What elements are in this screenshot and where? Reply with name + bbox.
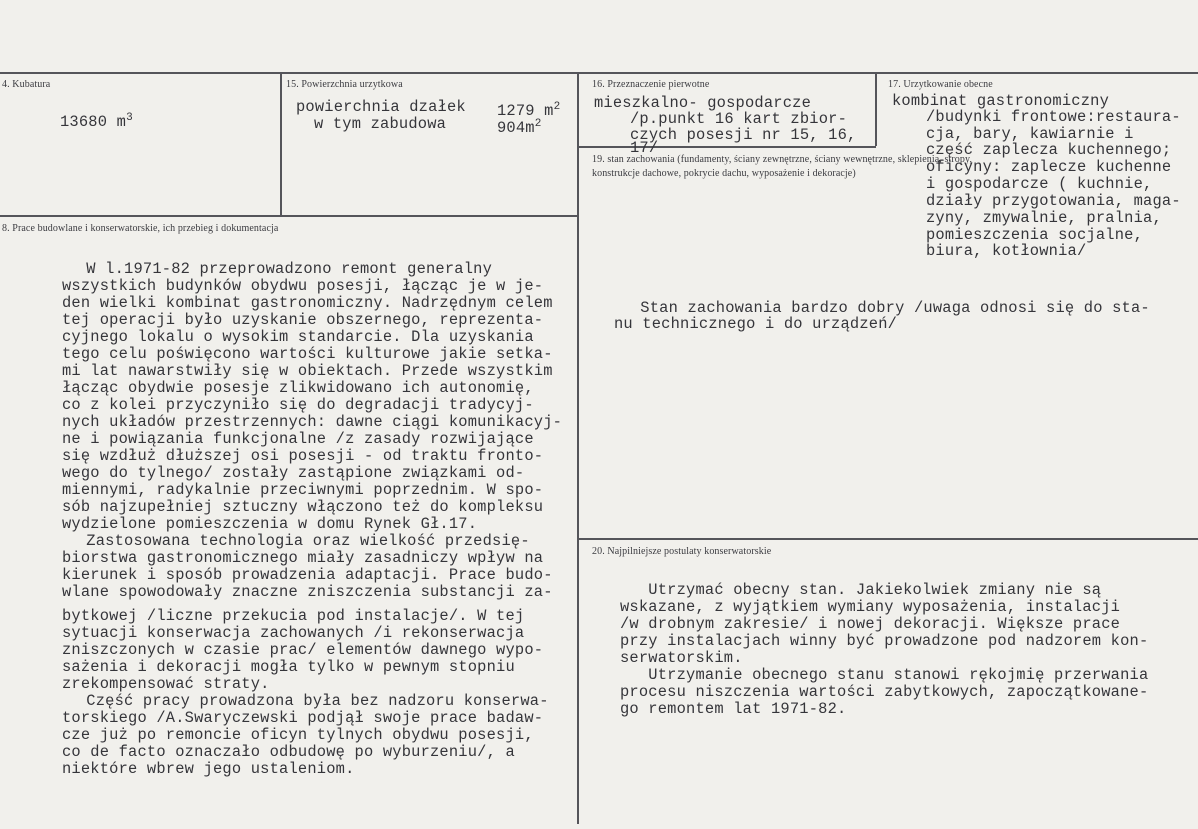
uzytkowanie-line: oficyny: zaplecze kuchenne bbox=[926, 158, 1172, 176]
stan-zachowania-line: Stan zachowania bardzo dobry /uwaga odnosi się do sta- bbox=[612, 299, 1150, 317]
powierzchnia-line2: w tym zabudowa bbox=[314, 115, 447, 133]
row1-bottom-rule bbox=[0, 215, 578, 217]
uzytkowanie-line: biura, kotłownia/ bbox=[926, 242, 1087, 260]
prace-line: bytkowej /liczne przekucia pod instalacje/. W tej bbox=[62, 607, 525, 625]
prace-line: cze już po remoncie oficyn tylnych obydwu posesji, bbox=[62, 726, 534, 744]
powierzchnia-line1: powierchnia dzałek bbox=[296, 98, 466, 116]
prace-line: zniszczonych w czasie prac/ elementów dawnego wypo- bbox=[62, 641, 544, 659]
postulaty-line: procesu niszczenia wartości zabytkowych, zapoczątkowane- bbox=[620, 683, 1149, 701]
postulaty-line: przy instalacjach winny być prowadzone pod nadzorem kon- bbox=[620, 632, 1149, 650]
powierzchnia-line2-value: $904m^2$ bbox=[497, 118, 542, 138]
prace-line: wlane spowodowały znaczne zniszczenia substancji za- bbox=[62, 583, 553, 601]
uzytkowanie-label: 17. Urzytkowanie obecne bbox=[888, 79, 993, 90]
powierzchnia-label: 15. Powierzchnia urzytkowa bbox=[286, 79, 403, 90]
prace-line: biorstwa gastronomicznego miały zasadniczy wpływ na bbox=[62, 549, 544, 567]
uzytkowanie-line: kombinat gastronomiczny bbox=[892, 92, 1110, 110]
prace-line: torskiego /A.Swaryczewski podjął swoje prace badaw- bbox=[62, 709, 544, 727]
uzytkowanie-line: /budynki frontowe:restaura- bbox=[926, 108, 1181, 126]
prace-line: sytuacji konserwacja zachowanych /i rekonserwacja bbox=[62, 624, 525, 642]
uzytkowanie-line: działy przygotowania, maga- bbox=[926, 192, 1181, 210]
prace-line: sób najzupełniej sztuczny włączono też do kompleksu bbox=[62, 498, 544, 516]
przeznaczenie-line: mieszkalno- gospodarcze bbox=[594, 94, 812, 112]
prace-line: miennymi, radykalnie przeciwnymi poprzednim. W spo- bbox=[62, 481, 544, 499]
prace-line: co z kolei przyczyniło się do degradacji tradycyj- bbox=[62, 396, 534, 414]
postulaty-line: serwatorskim. bbox=[620, 649, 743, 667]
prace-line: co de facto oznaczało odbudowę po wyburzeniu/, a bbox=[62, 743, 515, 761]
uzytkowanie-line: pomieszczenia socjalne, bbox=[926, 226, 1144, 244]
prace-line: kierunek i sposób prowadzenia adaptacji. Prace budo- bbox=[62, 566, 553, 584]
prace-line: łącząc obydwie posesje zlikwidowano ich autonomię, bbox=[62, 379, 534, 397]
postulaty-line: /w drobnym zakresie/ i nowej dekoracji. Większe prace bbox=[620, 615, 1121, 633]
przeznaczenie-label: 16. Przeznaczenie pierwotne bbox=[592, 79, 710, 90]
divider-14-15 bbox=[280, 72, 282, 215]
postulaty-label: 20. Najpilniejsze postulaty konserwatorskie bbox=[592, 546, 772, 557]
divider-main bbox=[577, 72, 579, 824]
stan-zachowania-label-cont: konstrukcje dachowe, pokrycie dachu, wyposażenie i dekoracje) bbox=[592, 168, 856, 179]
prace-line: niektóre wbrew jego ustaleniom. bbox=[62, 760, 355, 778]
przeznaczenie-line: /p.punkt 16 kart zbior- bbox=[630, 110, 848, 128]
kubatura-value: 13680 $m^3$ bbox=[60, 112, 133, 132]
przeznaczenie-line: czych posesji nr 15, 16, bbox=[630, 126, 857, 144]
uzytkowanie-line: zyny, zmywalnie, pralnia, bbox=[926, 209, 1162, 227]
prace-budowlane-label: 8. Prace budowlane i konserwatorskie, ich przebieg i dokumentacja bbox=[2, 223, 279, 234]
prace-line: wydzielone pomieszczenia w domu Rynek Gł.17. bbox=[62, 515, 478, 533]
postulaty-line: Utrzymanie obecnego stanu stanowi rękojmię przerwania bbox=[620, 666, 1149, 684]
stan-zachowania-line: nu technicznego i do urządzeń/ bbox=[614, 315, 898, 333]
uzytkowanie-line: cja, bary, kawiarnie i bbox=[926, 125, 1134, 143]
top-rule bbox=[0, 72, 1198, 74]
prace-line: zrekompensować straty. bbox=[62, 675, 270, 693]
kubatura-label: 4. Kubatura bbox=[2, 79, 51, 90]
prace-line: ne i powiązania funkcjonalne /z zasady rozwijające bbox=[62, 430, 534, 448]
postulaty-line: wskazane, z wyjątkiem wymiany wyposażenia, instalacji bbox=[620, 598, 1121, 616]
prace-line: W l.1971-82 przeprowadzono remont generalny bbox=[58, 260, 493, 278]
prace-line: tej operacji było uzyskanie obszernego, reprezenta- bbox=[62, 311, 544, 329]
f20-top-rule bbox=[578, 538, 1198, 540]
prace-line: Część pracy prowadzona była bez nadzoru konserwa- bbox=[58, 692, 549, 710]
prace-line: mi lat nawarstwiły się w obiektach. Przede wszystkim bbox=[62, 362, 553, 380]
prace-line: wego do tylnego/ zostały zastąpione związkami od- bbox=[62, 464, 525, 482]
uzytkowanie-line: część zaplecza kuchennego; bbox=[926, 141, 1172, 159]
powierzchnia-line1-value: 1279 $m^2$ bbox=[497, 101, 561, 121]
prace-line: nych układów przestrzennych: dawne ciągi komunikacyj- bbox=[62, 413, 563, 431]
prace-line: się wzdłuż dłuższej osi posesji - od traktu fronto- bbox=[62, 447, 544, 465]
divider-16-17 bbox=[875, 72, 877, 146]
prace-line: den wielki kombinat gastronomiczny. Nadrzędnym celem bbox=[62, 294, 553, 312]
stan-zachowania-label: 19. stan zachowania (fundamenty, ściany zewnętrzne, ściany wewnętrzne, sklepienia, stropy, bbox=[592, 154, 973, 165]
prace-line: sażenia i dekoracji mogła tylko w pewnym stopniu bbox=[62, 658, 515, 676]
przeznaczenie-line: 17/ bbox=[630, 139, 659, 157]
uzytkowanie-line: i gospodarcze ( kuchnie, bbox=[926, 175, 1153, 193]
prace-line: wszystkich budynków obydwu posesji, łącząc je w je- bbox=[62, 277, 544, 295]
f19-top-rule bbox=[578, 146, 876, 148]
prace-line: cyjnego lokalu o wysokim standarcie. Dla uzyskania bbox=[62, 328, 534, 346]
prace-line: tego celu poświęcono wartości kulturowe jakie setka- bbox=[62, 345, 553, 363]
prace-line: Zastosowana technologia oraz wielkość przedsię- bbox=[58, 532, 530, 550]
postulaty-line: go remontem lat 1971-82. bbox=[620, 700, 847, 718]
postulaty-line: Utrzymać obecny stan. Jakiekolwiek zmiany nie są bbox=[620, 581, 1102, 599]
